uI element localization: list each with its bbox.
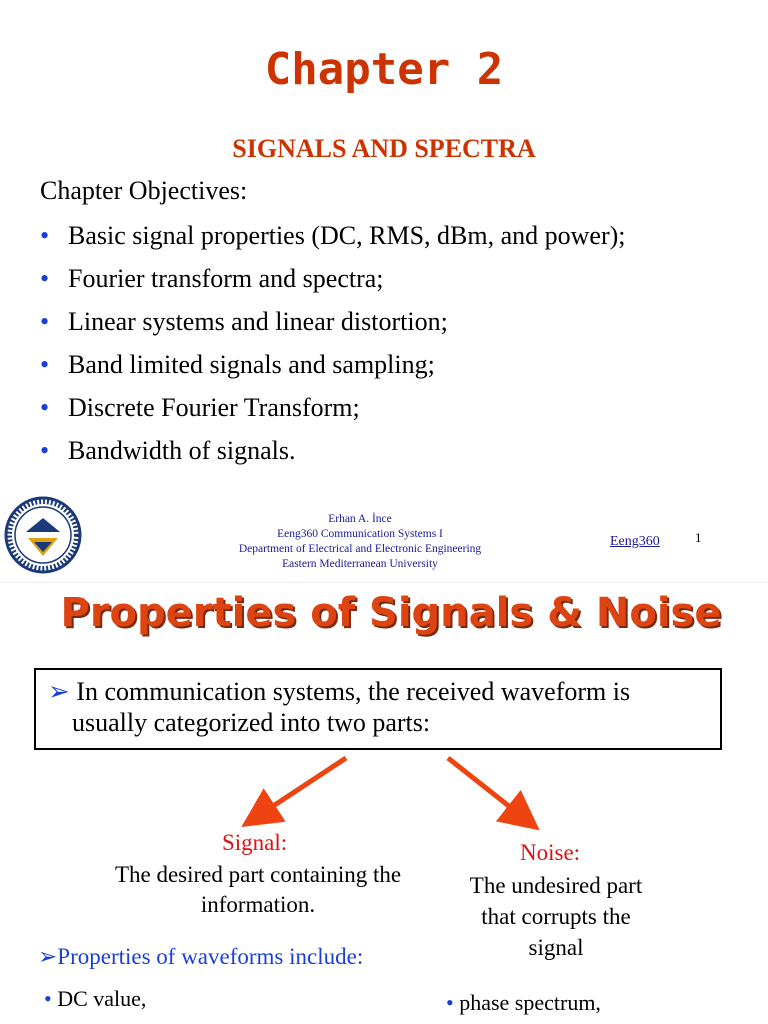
noise-description: The undesired part that corrupts the signal [469, 873, 643, 960]
slide-footer: Erhan A. İnce Eeng360 Communication Systems I Department of Electrical and Electronic Engineering Eastern Mediterranean University [238, 513, 482, 570]
objective-item: • Bandwidth of signals. [40, 433, 626, 476]
bullet-icon: • [40, 436, 50, 465]
left-arrow-icon [258, 758, 346, 816]
bullet-icon: • [40, 307, 50, 336]
noise-label: Noise: [520, 840, 581, 865]
objectives-list [40, 218, 626, 476]
bullet-icon: • [40, 264, 50, 293]
page-number: 1 [695, 530, 702, 545]
objective-item: • Basic signal properties (DC, RMS, dBm, and power); [40, 218, 626, 261]
property-item: • DC value, [44, 986, 147, 1011]
chapter-title: Chapter 2 [264, 44, 504, 95]
bullet-icon: • [40, 393, 50, 422]
arrow-bullet-icon: ➢ [38, 944, 58, 969]
bullet-icon: • [44, 986, 58, 1011]
signal-description: The desired part containing the information. [114, 862, 402, 917]
bullet-icon: • [40, 221, 50, 250]
course-tag: Eeng360 [610, 534, 660, 549]
slide-divider [0, 582, 768, 583]
properties-heading: ➢Properties of waveforms include: [38, 944, 364, 969]
arrow-bullet-icon: ➢ [48, 677, 70, 706]
split-arrows [0, 750, 768, 830]
right-arrow-icon [448, 758, 524, 818]
slide2-title: Properties of Signals & Noise [60, 590, 722, 636]
objective-item: • Discrete Fourier Transform; [40, 390, 626, 433]
objective-item: • Fourier transform and spectra; [40, 261, 626, 304]
signal-label: Signal: [222, 830, 288, 855]
objective-item: • Linear systems and linear distortion; [40, 304, 626, 347]
intro-box: ➢ In communication systems, the received waveform is usually categorized into two parts: [34, 668, 722, 750]
chapter-subtitle: SIGNALS AND SPECTRA [232, 134, 536, 163]
bullet-icon: • [40, 350, 50, 379]
university-logo-icon [4, 494, 82, 576]
bullet-icon: • [446, 990, 460, 1015]
objectives-heading: Chapter Objectives: [40, 176, 248, 205]
objective-item: • Band limited signals and sampling; [40, 347, 626, 390]
property-item: • phase spectrum, [446, 990, 601, 1015]
